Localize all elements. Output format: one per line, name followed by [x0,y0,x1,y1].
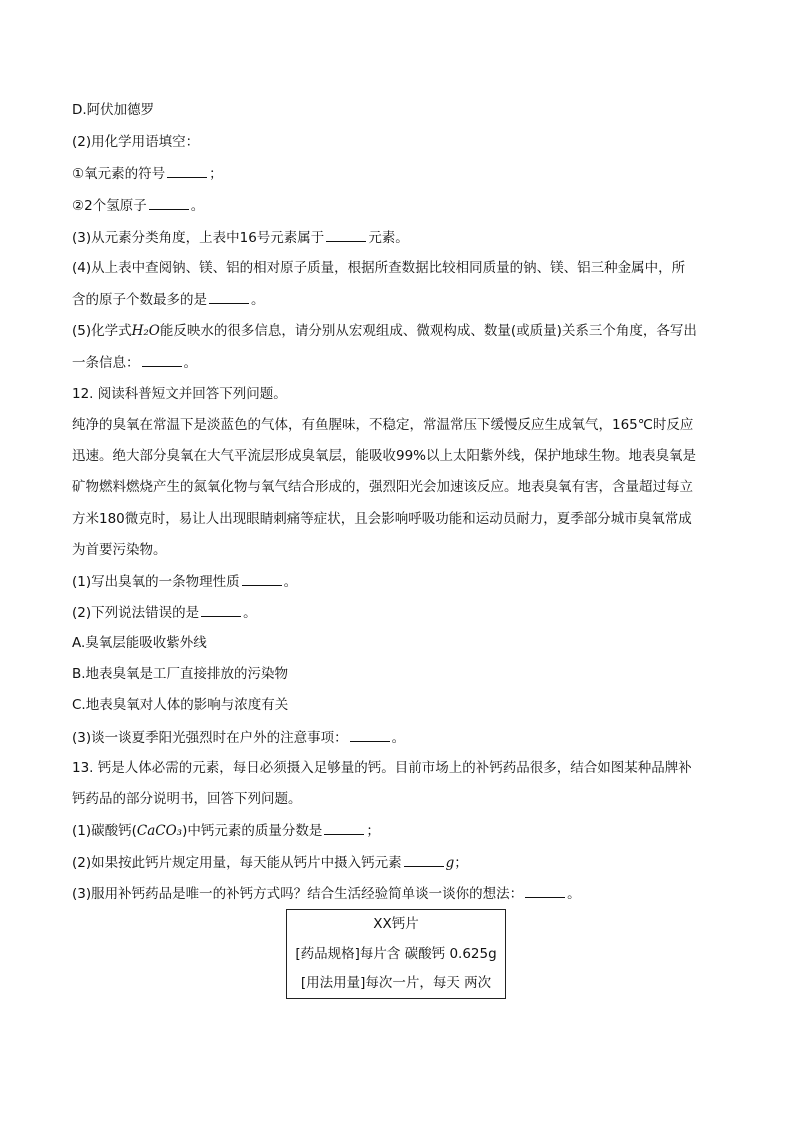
answer-blank[interactable] [149,195,189,210]
option-c-text: C.地表臭氧对人体的影响与浓度有关 [72,697,289,713]
subquestion-3-text: (3)从元素分类角度，上表中16号元素属于 [72,230,325,246]
option-d [72,100,722,120]
punctuation: 。 [183,355,197,371]
q12-subquestion-1 [72,571,722,592]
calcium-tablet-label [286,909,506,999]
question-12-heading [72,384,722,404]
fill-two-hydrogen [72,195,722,216]
q13-subquestion-1-text-cont: )中钙元素的质量分数是 [182,823,323,839]
punctuation: 。 [567,886,581,902]
question-13-line1 [72,758,722,778]
question-13-line2 [72,789,722,809]
subquestion-5-line1 [72,321,722,341]
answer-blank[interactable] [167,163,207,178]
passage-text: 纯净的臭氧在常温下是淡蓝色的气体，有鱼腥味，不稳定，常温常压下缓慢反应生成氧气，165℃时反应 [72,417,694,433]
subquestion-5-line2 [72,352,722,373]
passage-line-4 [72,509,722,529]
subquestion-5-text-end: 一条信息： [72,355,140,371]
passage-text: 为首要污染物。 [72,542,167,558]
passage-line-2 [72,446,722,466]
water-formula: H₂O [131,323,160,339]
q12-subquestion-1-text: (1)写出臭氧的一条物理性质 [72,574,240,590]
fill-oxygen-symbol-text: ①氧元素的符号 [72,166,166,182]
subquestion-2 [72,132,722,152]
answer-blank[interactable] [242,571,282,586]
q13-subquestion-3-text: (3)服用补钙药品是唯一的补钙方式吗？结合生活经验简单谈一谈你的想法： [72,886,524,902]
punctuation: ； [366,823,380,839]
answer-blank[interactable] [350,727,390,742]
q13-subquestion-1-text: (1)碳酸钙( [72,823,137,839]
answer-blank[interactable] [404,852,444,867]
gram-unit: g [445,855,455,871]
subquestion-4-text-cont: 含的原子个数最多的是 [72,292,207,308]
passage-text: 方米180微克时，易让人出现眼睛刺痛等症状，且会影响呼吸功能和运动员耐力，夏季部分城市臭氧常成 [72,511,692,527]
answer-blank[interactable] [142,352,182,367]
subquestion-5-text-cont: 能反映水的很多信息，请分别从宏观组成、微观构成、数量(或质量)关系三个角度，各写出 [159,323,697,339]
calcium-carbonate-formula: CaCO₃ [136,823,183,839]
subquestion-4-text: (4)从上表中查阅钠、镁、铝的相对原子质量，根据所查数据比较相同质量的钠、镁、铝三种金属中，所 [72,260,686,276]
answer-blank[interactable] [525,883,565,898]
passage-line-5 [72,540,722,560]
label-title: XX钙片 [373,916,419,932]
subquestion-5-text: (5)化学式 [72,323,132,339]
subquestion-4-line1 [72,258,722,278]
q13-subquestion-3 [72,883,722,904]
subquestion-4-line2 [72,289,722,310]
answer-blank[interactable] [324,820,364,835]
answer-blank[interactable] [201,602,241,617]
punctuation: 。 [283,574,298,590]
option-b-text: B.地表臭氧是工厂直接排放的污染物 [72,666,289,682]
punctuation: ； [454,855,468,871]
q13-subquestion-1 [72,820,722,841]
subquestion-3-suffix: 元素。 [368,230,409,246]
question-13-text: 13. 钙是人体必需的元素，每日必须摄入足够量的钙。目前市场上的补钙药品很多，结合如图某种品牌补 [72,760,692,776]
q12-subquestion-2 [72,602,722,623]
passage-line-1 [72,415,722,435]
passage-text: 矿物燃料燃烧产生的氮氧化物与氧气结合形成的，强烈阳光会加速该反应。地表臭氧有害，含量超过每立 [72,479,693,495]
q13-subquestion-2 [72,852,722,873]
punctuation: 。 [251,292,265,308]
punctuation: 。 [243,605,257,621]
question-13-text-cont: 钙药品的部分说明书，回答下列问题。 [72,791,302,807]
punctuation: ； [209,166,223,182]
question-12-title: 12. 阅读科普短文并回答下列问题。 [72,386,287,402]
q13-subquestion-2-text: (2)如果按此钙片规定用量，每天能从钙片中摄入钙元素 [72,855,402,871]
subquestion-3 [72,227,722,248]
label-usage: [用法用量]每次一片，每天 两次 [300,975,492,991]
option-a-text: A.臭氧层能吸收紫外线 [72,635,207,651]
q12-option-c [72,695,722,715]
passage-line-3 [72,477,722,497]
subquestion-2-text: (2)用化学用语填空： [72,134,200,150]
q12-option-a [72,633,722,653]
q12-subquestion-3-text: (3)谈一谈夏季阳光强烈时在户外的注意事项： [72,730,348,746]
answer-blank[interactable] [326,227,366,242]
passage-text: 迅速。绝大部分臭氧在大气平流层形成臭氧层，能吸收99%以上太阳紫外线，保护地球生物。地表臭氧是 [72,448,697,464]
answer-blank[interactable] [209,289,249,304]
fill-two-hydrogen-text: ②2个氢原子 [72,198,147,214]
label-spec: [药品规格]每片含 碳酸钙 0.625g [295,946,497,962]
punctuation: 。 [391,730,406,746]
q12-subquestion-3 [72,727,722,748]
option-d-text: D.阿伏加德罗 [72,102,155,118]
q12-option-b [72,664,722,684]
q12-subquestion-2-text: (2)下列说法错误的是 [72,605,200,621]
fill-oxygen-symbol [72,163,722,184]
punctuation: 。 [190,198,205,214]
